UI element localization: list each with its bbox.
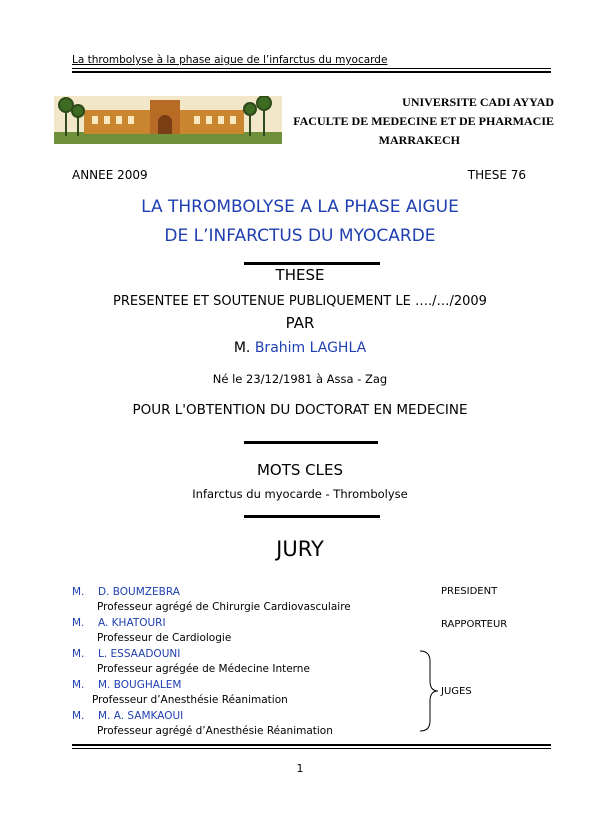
footer-rule-thick bbox=[72, 744, 551, 746]
jury-member bbox=[72, 617, 166, 629]
jury-label: JURY bbox=[276, 537, 324, 561]
keywords-label: MOTS CLES bbox=[256, 461, 344, 479]
jury-name: A. KHATOURI bbox=[98, 617, 166, 629]
author-name: Brahim LAGHLA bbox=[254, 340, 367, 356]
city-name: MARRAKECH bbox=[378, 133, 460, 147]
jury-name: M. BOUGHALEM bbox=[98, 679, 182, 691]
header-rule-thick bbox=[72, 71, 551, 73]
divider-bar bbox=[244, 262, 380, 265]
jury-member bbox=[72, 679, 181, 691]
role-president: PRESIDENT bbox=[441, 586, 498, 597]
par-label: PAR bbox=[285, 314, 315, 332]
thesis-title-line2: DE L’INFARCTUS DU MYOCARDE bbox=[164, 226, 436, 246]
jury-title: Professeur agrégée de Médecine Interne bbox=[97, 663, 310, 675]
author-line bbox=[0, 340, 600, 356]
jury-name: L. ESSAADOUNI bbox=[98, 648, 181, 660]
page-number: 1 bbox=[296, 762, 304, 775]
year-label: ANNEE 2009 bbox=[72, 168, 148, 182]
presented-line: PRESENTEE ET SOUTENUE PUBLIQUEMENT LE …./…/2009 bbox=[113, 294, 487, 309]
jury-prefix: M. bbox=[72, 710, 85, 722]
thesis-title-line1: LA THROMBOLYSE A LA PHASE AIGUE bbox=[141, 197, 459, 217]
jury-title: Professeur agrégé d’Anesthésie Réanimation bbox=[97, 725, 333, 737]
jury-title: Professeur de Cardiologie bbox=[97, 632, 232, 644]
jury-prefix: M. bbox=[72, 648, 85, 660]
university-name: UNIVERSITE CADI AYYAD bbox=[402, 95, 554, 109]
running-header: La thrombolyse à la phase aigue de l’infarctus du myocarde bbox=[72, 54, 388, 66]
these-label: THESE bbox=[275, 266, 325, 284]
jury-prefix: M. bbox=[72, 679, 85, 691]
jury-member bbox=[72, 710, 183, 722]
jury-prefix: M. bbox=[72, 617, 85, 629]
juges-brace-icon bbox=[418, 649, 440, 733]
purpose-line: POUR L'OBTENTION DU DOCTORAT EN MEDECINE bbox=[132, 402, 468, 418]
birth-line: Né le 23/12/1981 à Assa - Zag bbox=[212, 372, 388, 386]
faculty-building-logo bbox=[54, 96, 282, 144]
divider-bar bbox=[244, 441, 378, 444]
thesis-number: THESE 76 bbox=[467, 168, 526, 182]
jury-member bbox=[72, 648, 180, 660]
jury-title: Professeur d’Anesthésie Réanimation bbox=[92, 694, 288, 706]
jury-name: D. BOUMZEBRA bbox=[98, 586, 180, 598]
jury-member bbox=[72, 586, 180, 598]
jury-title: Professeur agrégé de Chirurgie Cardiovasculaire bbox=[97, 601, 351, 613]
header-rule-thin bbox=[72, 68, 551, 69]
faculty-name: FACULTE DE MEDECINE ET DE PHARMACIE bbox=[293, 114, 554, 128]
jury-prefix: M. bbox=[72, 586, 85, 598]
divider-bar bbox=[244, 515, 380, 518]
keywords-text: Infarctus du myocarde - Thrombolyse bbox=[192, 487, 408, 501]
role-juges: JUGES bbox=[441, 686, 472, 697]
footer-rule-thin bbox=[72, 748, 551, 749]
role-rapporteur: RAPPORTEUR bbox=[441, 619, 508, 630]
jury-name: M. A. SAMKAOUI bbox=[98, 710, 184, 722]
author-prefix: M. bbox=[233, 340, 251, 356]
